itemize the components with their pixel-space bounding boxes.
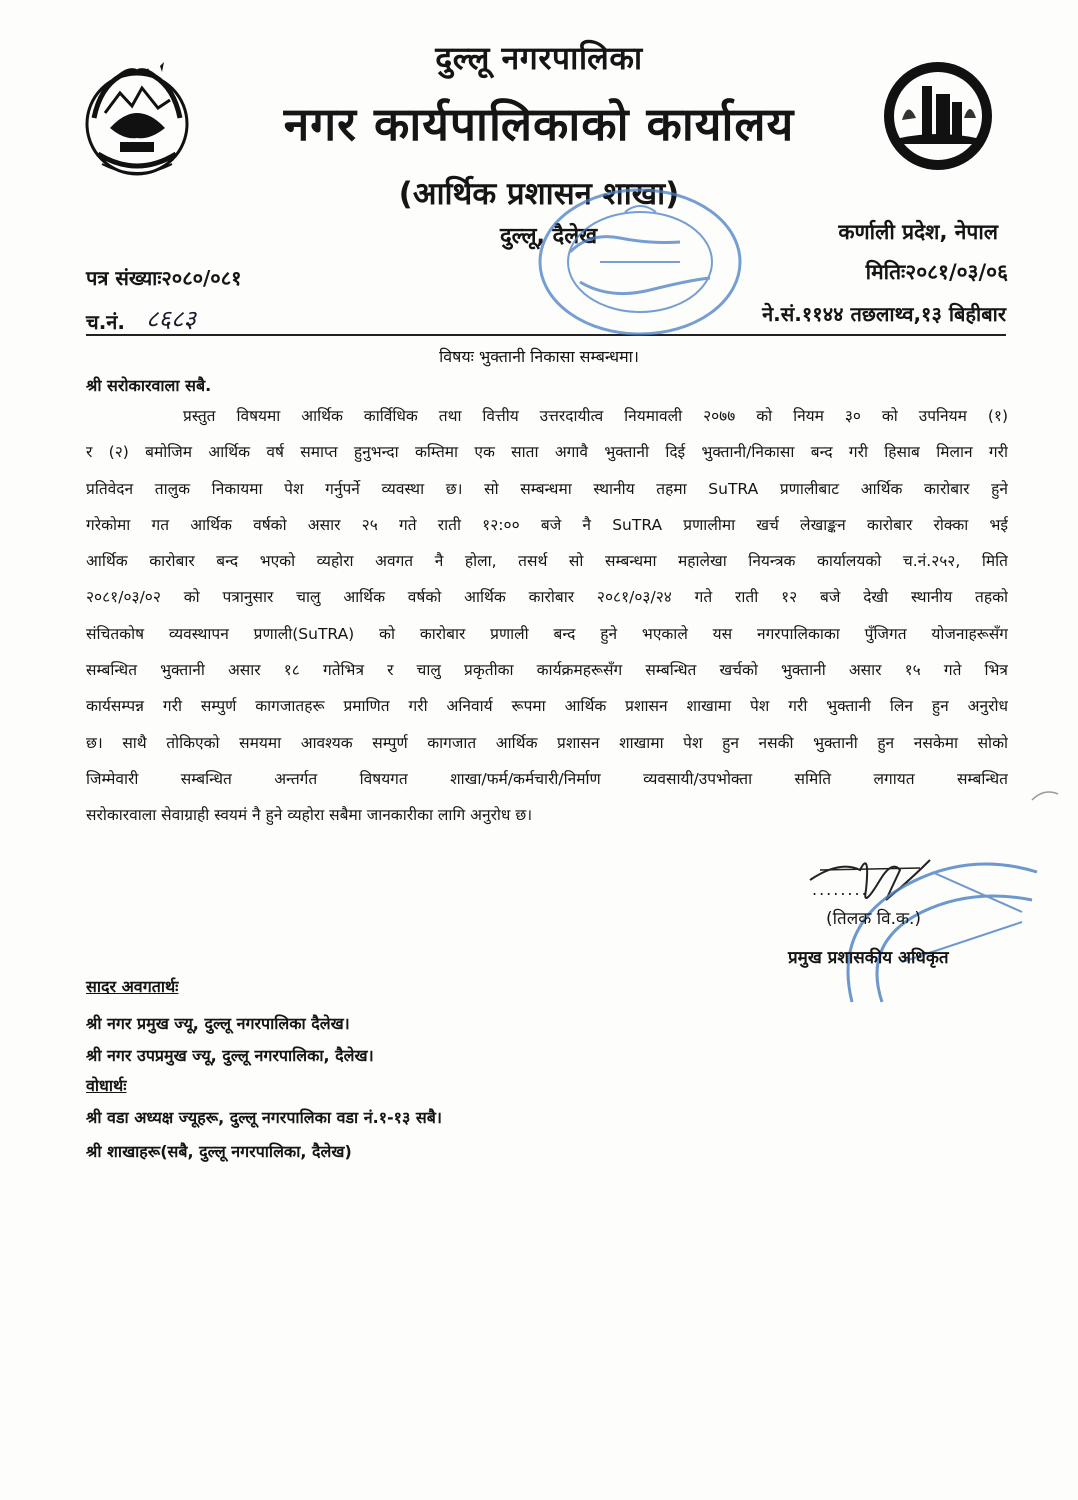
body-line: छ। साथै तोकिएको समयमा आवश्यक सम्पुर्ण कागजात आर्थिक प्रशासन शाखामा पेश हुन नसकी भुक्तानी हुन नसकेमा सोको: [86, 733, 1008, 752]
office-address: दुल्लू, दैलेख: [500, 224, 598, 249]
cc-heading: सादर अवगतार्थः: [86, 977, 179, 996]
body-line: जिम्मेवारी सम्बन्धित अन्तर्गत विषयगत शाखा/फर्म/कर्मचारी/निर्माण व्यवसायी/उपभोक्ता समिति लगायत सम्बन्धित: [86, 769, 1008, 788]
letter-body: [86, 398, 1008, 834]
body-line: सरोकारवाला सेवाग्राही स्वयमं नै हुने व्यहोरा सबैमा जानकारीका लागि अनुरोध छ।: [86, 806, 533, 825]
letter-date: मितिः२०८१/०३/०६: [865, 260, 1008, 284]
office-stamp-image: [530, 182, 745, 342]
cc-recipient: श्री नगर उपप्रमुख ज्यू, दुल्लू नगरपालिका, दैलेख।: [86, 1046, 374, 1065]
salutation: श्री सरोकारवाला सबै.: [86, 376, 212, 395]
body-line: र (२) बमोजिम आर्थिक वर्ष समाप्त हुनुभन्दा कम्तिमा एक साता अगावै भुक्तानी दिई भुक्तानी/निकासा बन्द गरी हिसाब मिलान गरी: [86, 443, 1008, 462]
margin-mark: [1030, 786, 1060, 804]
info-recipient: श्री वडा अध्यक्ष ज्यूहरू, दुल्लू नगरपालिका वडा नं.१-१३ सबै।: [86, 1108, 442, 1127]
office-title: नगर कार्यपालिकाको कार्यालय: [283, 97, 795, 151]
body-line: सम्बन्धित भुक्तानी असार १८ गतेभित्र र चालु प्रकृतीका कार्यक्रमहरूसँग सम्बन्धित खर्चको भुक्तानी असार १५ गते भित्र: [86, 661, 1008, 680]
signatory-name: (तिलक वि.क.): [826, 909, 922, 929]
province-address: कर्णाली प्रदेश, नेपाल: [838, 220, 998, 244]
body-line: प्रस्तुत विषयमा आर्थिक कार्विधिक तथा वित्तीय उत्तरदायीत्व नियमावली २०७७ को नियम ३० को उपनियम (१): [183, 407, 1008, 425]
body-line: संचितकोष व्यवस्थापन प्रणाली(SuTRA) को कारोबार प्रणाली बन्द हुने भएकाले यस नगरपालिकाका पुँजिगत योजनाहरूसँग: [86, 624, 1008, 643]
dispatch-number-label: च.नं.: [86, 310, 125, 334]
nepal-samvat-date: ने.सं.११४४ तछलाथ्व,१३ बिहीबार: [762, 302, 1006, 326]
branch-name: (आर्थिक प्रशासन शाखा): [398, 176, 680, 212]
reference-number: पत्र संख्याः२०८०/०८१: [86, 266, 242, 290]
cc-recipient: श्री नगर प्रमुख ज्यू, दुल्लू नगरपालिका दैलेख।: [86, 1014, 350, 1033]
info-heading: वोधार्थः: [86, 1076, 127, 1095]
body-line: आर्थिक कारोबार बन्द भएको व्यहोरा अवगत नै होला, तसर्थ सो सम्बन्धमा महालेखा नियन्त्रक कार्यालयको च.नं.२५२, मिति: [86, 552, 1008, 571]
signature-dots: ........: [812, 880, 869, 899]
body-line: गरेकोमा गत आर्थिक वर्षको असार २५ गते राती १२:०० बजे नै SuTRA प्रणालीमा खर्च लेखाङ्कन कारोबार रोक्का भई: [86, 515, 1008, 534]
letter-subject: विषयः भुक्तानी निकासा सम्बन्धमा।: [439, 347, 639, 366]
body-line: २०८१/०३/०२ को पत्रानुसार चालु आर्थिक वर्षको आर्थिक कारोबार २०८१/०३/२४ गते राती १२ बजे देखी स्थानीय तहको: [86, 588, 1008, 607]
body-line: कार्यसम्पन्न गरी सम्पुर्ण कागजातहरू प्रमाणित गरी अनिवार्य रूपमा आर्थिक प्रशासन शाखामा पेश गरी भुक्तानी लिन हुन अनुरोध: [86, 697, 1008, 716]
dispatch-number-value: ८६८३: [146, 305, 196, 333]
municipality-name: दुल्लू नगरपालिका: [435, 39, 643, 77]
info-recipient: श्री शाखाहरू(सबै, दुल्लू नगरपालिका, दैलेख): [86, 1142, 352, 1161]
signatory-title: प्रमुख प्रशासकीय अधिकृत: [788, 948, 949, 968]
body-line: प्रतिवेदन तालुक निकायमा पेश गर्नुपर्ने व्यवस्था छ। सो सम्बन्धमा स्थानीय तहमा SuTRA प्रणालीबाट आर्थिक कारोबार हुने: [86, 479, 1008, 498]
officer-stamp-image: [822, 852, 1047, 1007]
